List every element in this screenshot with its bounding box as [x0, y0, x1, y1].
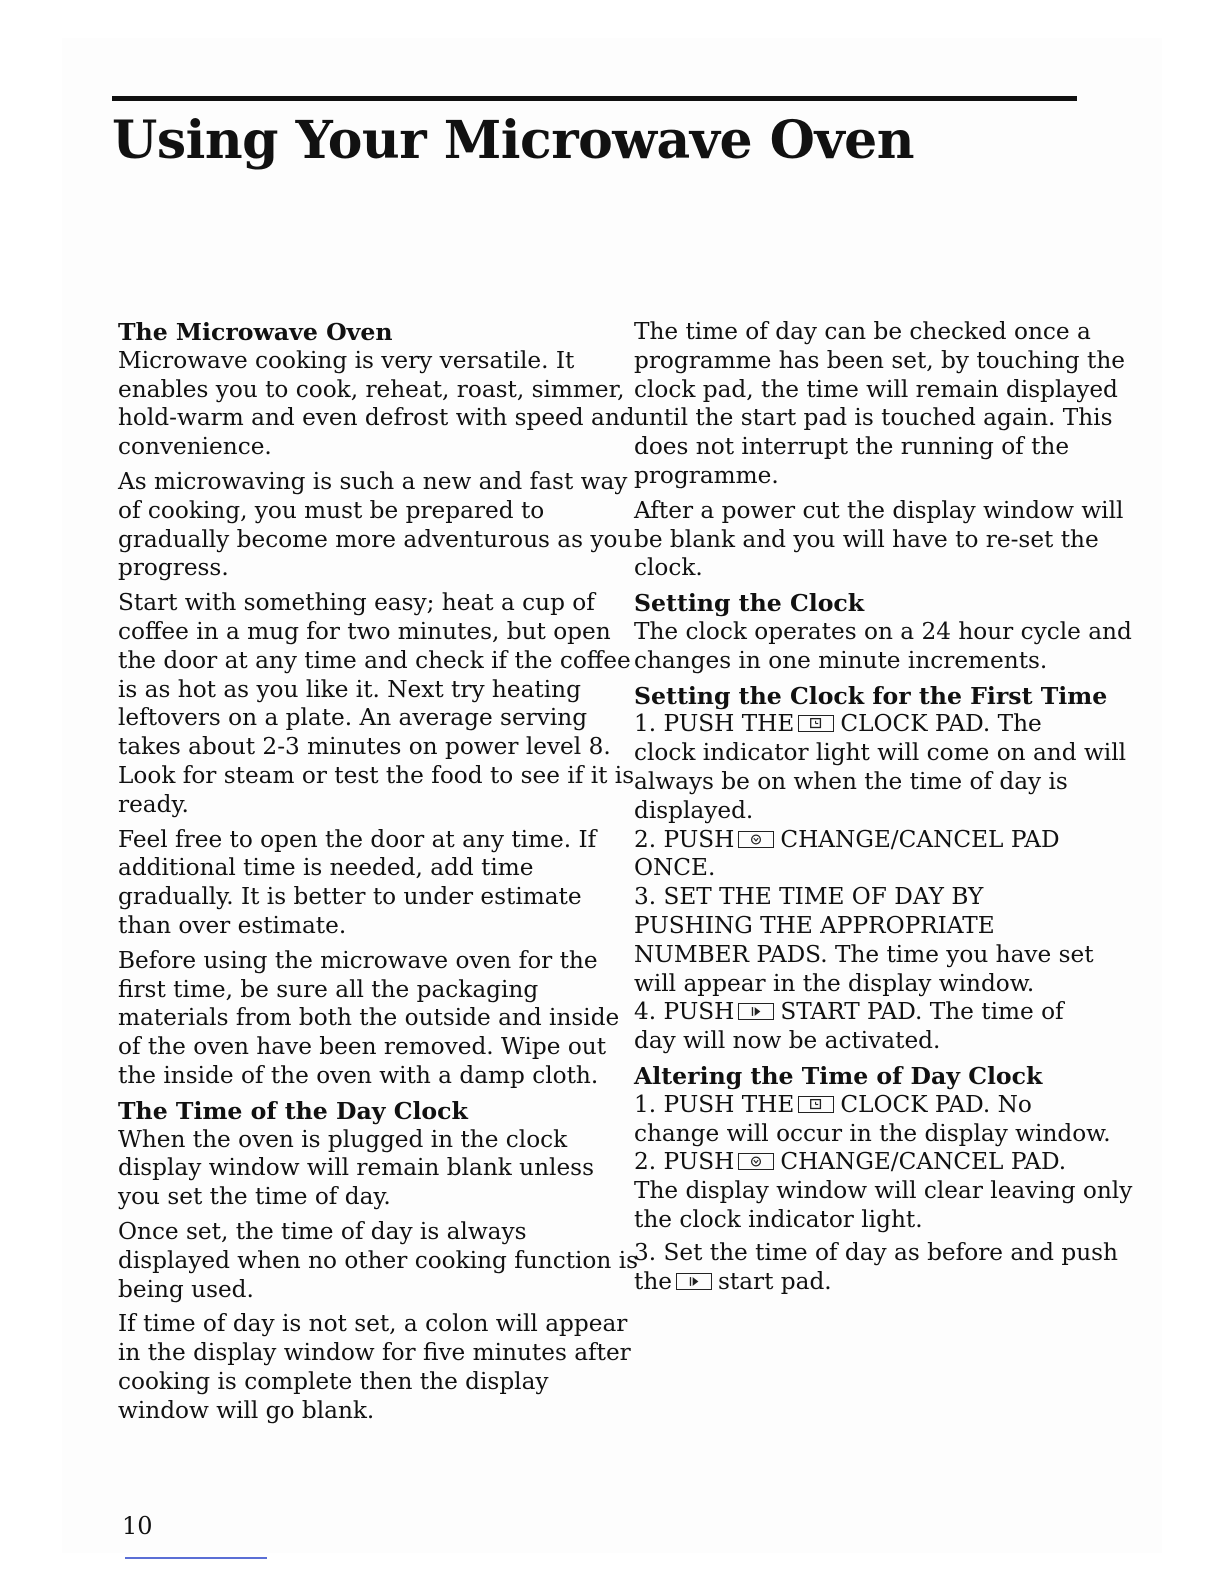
text-line: always be on when the time of day is	[634, 767, 1068, 795]
step-text: 1. PUSH THE	[634, 710, 795, 738]
text-line: displayed when no other cooking function is	[118, 1246, 639, 1274]
change-cancel-pad-icon	[738, 1153, 774, 1170]
clock-pad-icon	[798, 1096, 834, 1113]
paragraph	[118, 1310, 631, 1425]
paragraph	[118, 346, 635, 462]
step-text	[634, 1120, 1114, 1149]
text-line: cooking is complete then the display	[118, 1367, 549, 1395]
text-line: The clock operates on a 24 hour cycle and	[634, 617, 1132, 645]
text-line: PUSHING THE APPROPRIATE	[634, 911, 995, 939]
step-text: CLOCK PAD. The	[840, 710, 1042, 738]
text-line: displayed.	[634, 796, 754, 824]
text-line: NUMBER PADS. The time you have set	[634, 940, 1094, 968]
left-column	[118, 318, 639, 1425]
text-line: day will now be activated.	[634, 1027, 941, 1055]
alter-step-1	[634, 1091, 1114, 1149]
text-line: materials from both the outside and inside	[118, 1004, 620, 1032]
step-4	[634, 998, 1114, 1056]
text-line: gradually. It is better to under estimate	[118, 883, 582, 911]
text-line: convenience.	[118, 433, 272, 461]
text-line: programme.	[634, 461, 779, 489]
paragraph	[634, 318, 1125, 491]
step-text	[634, 1027, 1114, 1056]
text-line: hold-warm and even defrost with speed and	[118, 404, 635, 432]
paragraph	[118, 946, 620, 1091]
text-line: change will occur in the display window.	[634, 1119, 1111, 1147]
step-text: 1. PUSH THE	[634, 1090, 795, 1118]
heading-altering-clock: Altering the Time of Day Clock	[634, 1061, 1043, 1090]
step-text: START PAD. The time of	[780, 998, 1064, 1026]
text-line: Before using the microwave oven for the	[118, 946, 598, 974]
paragraph	[118, 1217, 639, 1304]
start-pad-icon	[738, 1003, 774, 1020]
paragraph	[118, 467, 633, 583]
text-line: of cooking, you must be prepared to	[118, 496, 545, 524]
text-line: until the start pad is touched again. This	[634, 404, 1113, 432]
step-text	[634, 739, 1127, 825]
text-line: Start with something easy; heat a cup of	[118, 589, 595, 617]
step-text: the	[634, 1267, 672, 1295]
step-text	[634, 1177, 1133, 1235]
page-number: 10	[122, 1512, 153, 1540]
text-line: 3. Set the time of day as before and push	[634, 1238, 1118, 1266]
clock-pad-icon	[798, 715, 834, 732]
text-line: clock pad, the time will remain displayed	[634, 375, 1118, 403]
text-line: be blank and you will have to re-set the	[634, 525, 1099, 553]
step-1	[634, 710, 1127, 825]
paragraph	[118, 589, 635, 819]
text-line: will appear in the display window.	[634, 969, 1035, 997]
text-line: does not interrupt the running of the	[634, 433, 1070, 461]
text-line: After a power cut the display window will	[634, 496, 1124, 524]
step-text	[634, 1238, 1118, 1268]
text-line: Feel free to open the door at any time. If	[118, 825, 597, 853]
heading-time-of-day-clock: The Time of the Day Clock	[118, 1096, 468, 1125]
text-line: the clock indicator light.	[634, 1205, 923, 1233]
paragraph	[634, 617, 1132, 676]
alter-step-3	[634, 1238, 1118, 1297]
text-line: changes in one minute increments.	[634, 646, 1048, 674]
text-line: window will go blank.	[118, 1396, 375, 1424]
step-text: start pad.	[717, 1267, 832, 1295]
paragraph	[118, 826, 608, 941]
text-line: programme has been set, by touching the	[634, 346, 1125, 374]
step-text	[634, 854, 1114, 883]
step-text: 4. PUSH	[634, 998, 735, 1026]
text-line: than over estimate.	[118, 911, 347, 939]
step-2	[634, 826, 1114, 884]
step-text: CLOCK PAD. No	[840, 1090, 1032, 1118]
step-3	[634, 883, 1114, 998]
text-line: takes about 2-3 minutes on power level 8.	[118, 733, 611, 761]
heading-setting-the-clock: Setting the Clock	[634, 589, 865, 618]
text-line: Microwave cooking is very versatile. It	[118, 346, 575, 374]
text-line: Once set, the time of day is always	[118, 1217, 527, 1245]
text-line: As microwaving is such a new and fast way	[118, 467, 628, 495]
text-line: 3. SET THE TIME OF DAY BY	[634, 883, 984, 911]
text-line: progress.	[118, 554, 229, 582]
top-rule	[112, 96, 1077, 101]
step-text: 2. PUSH	[634, 825, 735, 853]
text-line: enables you to cook, reheat, roast, simmer,	[118, 375, 625, 403]
text-line: ready.	[118, 790, 189, 818]
text-line: ONCE.	[634, 854, 716, 882]
text-line: of the oven have been removed. Wipe out	[118, 1033, 607, 1061]
text-line: first time, be sure all the packaging	[118, 975, 539, 1003]
text-line: leftovers on a plate. An average serving	[118, 704, 588, 732]
text-line: coffee in a mug for two minutes, but open	[118, 617, 611, 645]
right-column	[634, 318, 1133, 1296]
step-text: CHANGE/CANCEL PAD.	[780, 1148, 1067, 1176]
footer-rule	[125, 1557, 267, 1559]
change-cancel-pad-icon	[738, 831, 774, 848]
text-line: The time of day can be checked once a	[634, 318, 1091, 345]
text-line: The display window will clear leaving only	[634, 1177, 1133, 1205]
start-pad-icon	[676, 1273, 712, 1290]
text-line: being used.	[118, 1275, 254, 1303]
text-line: additional time is needed, add time	[118, 854, 534, 882]
text-line: you set the time of day.	[118, 1183, 391, 1211]
alter-step-2	[634, 1148, 1133, 1234]
text-line: in the display window for five minutes after	[118, 1339, 631, 1367]
page-title: Using Your Microwave Oven	[112, 110, 915, 171]
text-line: When the oven is plugged in the clock	[118, 1125, 568, 1153]
heading-microwave-oven: The Microwave Oven	[118, 318, 393, 346]
text-line: clock.	[634, 554, 703, 582]
step-text: 2. PUSH	[634, 1148, 735, 1176]
text-line: the door at any time and check if the coffee	[118, 646, 631, 674]
step-text: CHANGE/CANCEL PAD	[780, 825, 1060, 853]
paragraph	[118, 1126, 608, 1212]
text-line: gradually become more adventurous as you	[118, 525, 633, 553]
text-line: the inside of the oven with a damp cloth.	[118, 1061, 599, 1089]
text-line: is as hot as you like it. Next try heating	[118, 675, 581, 703]
heading-first-time: Setting the Clock for the First Time	[634, 681, 1108, 710]
paragraph	[634, 496, 1124, 583]
text-line: clock indicator light will come on and will	[634, 739, 1127, 767]
text-line: If time of day is not set, a colon will appear	[118, 1310, 628, 1338]
text-line: display window will remain blank unless	[118, 1154, 594, 1182]
text-line: Look for steam or test the food to see if it is	[118, 761, 635, 789]
